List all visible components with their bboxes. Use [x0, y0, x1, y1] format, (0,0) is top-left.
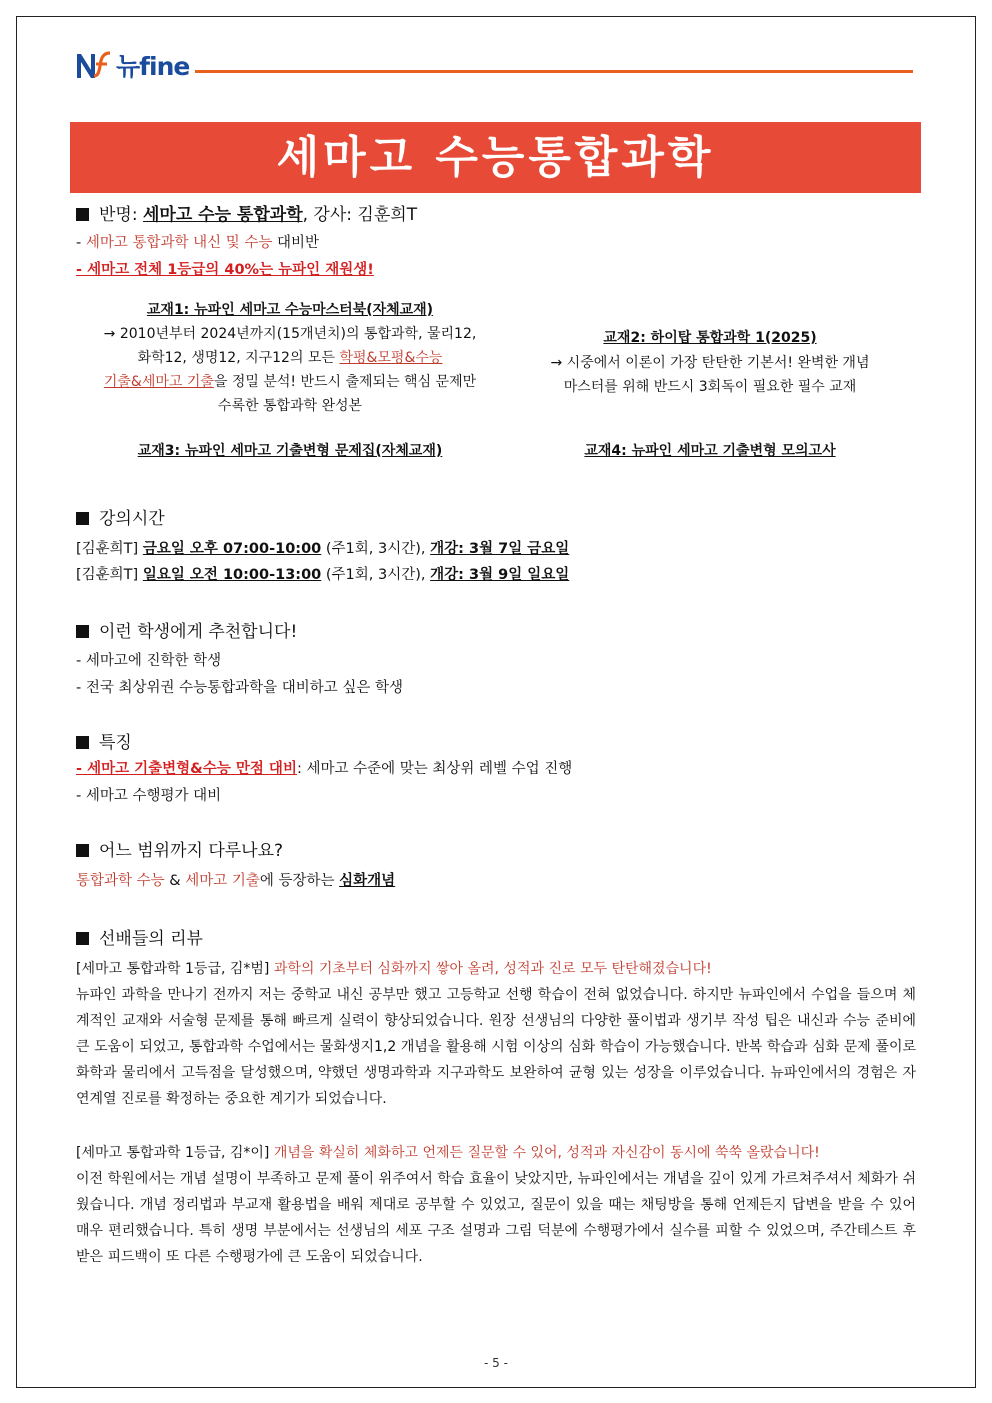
scope-highlight: 통합과학 수능 — [76, 873, 165, 889]
review-headline: 과학의 기초부터 심화까지 쌓아 올려, 성적과 진로 모두 탄탄해졌습니다! — [273, 961, 712, 977]
square-bullet-icon — [76, 844, 89, 857]
list-item: - 세마고에 진학한 학생 — [76, 653, 222, 669]
feature-text: : 세마고 수준에 맞는 최상위 레벨 수업 진행 — [296, 761, 573, 777]
textbook-2-line: 마스터를 위해 반드시 3회독이 필요한 필수 교재 — [563, 379, 857, 395]
text: 에 등장하는 — [259, 873, 340, 889]
textbook-1-highlight: 기출&세마고 기출 — [103, 374, 214, 390]
logo-text: 뉴fine — [116, 52, 190, 81]
heading-text: 강의시간 — [99, 509, 165, 529]
review-headline: 개념을 확실히 체화하고 언제든 질문할 수 있어, 성적과 자신감이 동시에 쑥쑥 올랐습니다! — [273, 1145, 820, 1161]
text: 화학12, 생명12, 지구12의 모든 — [137, 350, 340, 366]
scope-text — [76, 869, 395, 893]
schedule-row — [76, 537, 569, 561]
class-label: 반명: — [99, 205, 143, 225]
schedule-start: 개강: 3월 9일 일요일 — [430, 567, 570, 583]
textbook-3-title: 교재3: 뉴파인 세마고 기출변형 문제집(자체교재) — [137, 443, 443, 459]
schedule-start: 개강: 3월 7일 금요일 — [430, 541, 570, 557]
square-bullet-icon — [76, 932, 89, 945]
class-info-line-1 — [76, 231, 319, 255]
brand-logo — [74, 50, 189, 80]
square-bullet-icon — [76, 736, 89, 749]
textbook-2-desc — [500, 351, 920, 399]
teacher-label: , 강사: — [302, 205, 358, 225]
scope-highlight: 세마고 기출 — [185, 873, 260, 889]
feature-item: - 세마고 수행평가 대비 — [76, 788, 222, 804]
schedule-detail: (주1회, 3시간), — [321, 567, 431, 583]
schedule-time: 금요일 오후 07:00-10:00 — [142, 541, 322, 557]
feature-item — [76, 757, 572, 781]
textbook-1-line: → 2010년부터 2024년까지(15개년치)의 통합과학, 물리12, — [103, 326, 477, 342]
reviews-heading — [76, 926, 203, 952]
dash: - — [76, 262, 88, 278]
schedule-teacher: [김훈희T] — [76, 541, 143, 557]
feature-highlight: - 세마고 기출변형&수능 만점 대비 — [76, 761, 297, 777]
review-1 — [76, 956, 916, 1112]
heading-text: 이런 학생에게 추천합니다! — [99, 622, 298, 642]
class-name: 세마고 수능 통합과학 — [142, 205, 303, 225]
teacher-name: 김훈희T — [357, 205, 418, 225]
target-highlight: 세마고 통합과학 내신 및 수능 — [85, 235, 273, 251]
scope-heading — [76, 838, 283, 864]
scope-end: 심화개념 — [339, 873, 396, 889]
review-body: 뉴파인 과학을 만나기 전까지 저는 중학교 내신 공부만 했고 고등학교 선행 학습이 전혀 없었습니다. 하지만 뉴파인에서 수업을 들으며 체계적인 교재와 서술형 문제를 통해 빠르게 실력이 향상되었습니다. 원장 선생님의 다양한 풀이법과 생기부 작성 팁은 내신과 수능 준비에 큰 도움이 되었고, 통합과학 수업에서는 물화생지1,2 개념을 활용해 시험 이상의 심화 학습이 가능했습니다. 반복 학습과 심화 문제 풀이로 화학과 물리에서 고득점을 달성했으며, 약했던 생명과학과 지구과학도 보완하여 균형 있는 성장을 이루었습니다. 뉴파인에서의 경험은 자연계열 진로를 확정하는 중요한 계기가 되었습니다. — [76, 987, 916, 1107]
schedule-detail: (주1회, 3시간), — [321, 541, 431, 557]
textbook-2-title: 교재2: 하이탑 통합과학 1(2025) — [603, 330, 817, 346]
square-bullet-icon — [76, 208, 89, 221]
dash: - — [76, 235, 86, 251]
heading-text: 어느 범위까지 다루나요? — [99, 841, 284, 861]
achievement-highlight: 세마고 전체 1등급의 40%는 뉴파인 재원생! — [87, 262, 374, 278]
page-number: - 5 - — [484, 1356, 508, 1370]
review-2 — [76, 1140, 916, 1270]
features-heading — [76, 730, 132, 756]
heading-text: 특징 — [99, 733, 132, 753]
schedule-teacher: [김훈희T] — [76, 567, 143, 583]
target-rest: 대비반 — [272, 235, 320, 251]
textbook-1-highlight: 학평&모평&수능 — [339, 350, 443, 366]
schedule-heading — [76, 506, 165, 532]
heading-text: 선배들의 리뷰 — [99, 929, 203, 949]
class-info-heading — [76, 202, 417, 228]
header-rule — [195, 70, 913, 73]
square-bullet-icon — [76, 625, 89, 638]
page-title: 세마고 수능통합과학 — [70, 122, 921, 193]
text: & — [164, 873, 186, 889]
list-item: - 전국 최상위권 수능통합과학을 대비하고 싶은 학생 — [76, 680, 404, 696]
nf-logo-icon — [74, 50, 114, 80]
text: 을 정밀 분석! 반드시 출제되는 핵심 문제만 — [213, 374, 477, 390]
textbook-1-line — [70, 346, 510, 370]
schedule-time: 일요일 오전 10:00-13:00 — [142, 567, 322, 583]
textbook-2-line: → 시중에서 이론이 가장 탄탄한 기본서! 완벽한 개념 — [550, 355, 870, 371]
review-body: 이전 학원에서는 개념 설명이 부족하고 문제 풀이 위주여서 학습 효율이 낮았지만, 뉴파인에서는 개념을 깊이 있게 가르쳐주셔서 체화가 쉬웠습니다. 개념 정리법과 부교재 활용법을 배워 제대로 공부할 수 있었고, 질문이 있을 때는 채팅방을 통해 언제든지 답변을 받을 수 있어 매우 편리했습니다. 특히 생명 부분에서는 선생님의 세포 구조 설명과 그림 덕분에 수행평가에서 실수를 피할 수 있었으며, 주간테스트 후 받은 피드백이 또 다른 수행평가에 큰 도움이 되었습니다. — [76, 1171, 916, 1265]
class-info-line-2 — [76, 258, 374, 282]
textbook-1-desc — [70, 322, 510, 418]
recommend-heading — [76, 619, 297, 645]
textbook-1-title: 교재1: 뉴파인 세마고 수능마스터북(자체교재) — [146, 302, 434, 318]
review-tag: [세마고 통합과학 1등급, 김*범] — [76, 961, 274, 977]
schedule-row — [76, 563, 569, 587]
textbook-1-line: 수록한 통합과학 완성본 — [217, 398, 363, 414]
square-bullet-icon — [76, 512, 89, 525]
review-tag: [세마고 통합과학 1등급, 김*이] — [76, 1145, 274, 1161]
textbook-4-title: 교재4: 뉴파인 세마고 기출변형 모의고사 — [584, 443, 836, 459]
textbook-1-line — [70, 370, 510, 394]
